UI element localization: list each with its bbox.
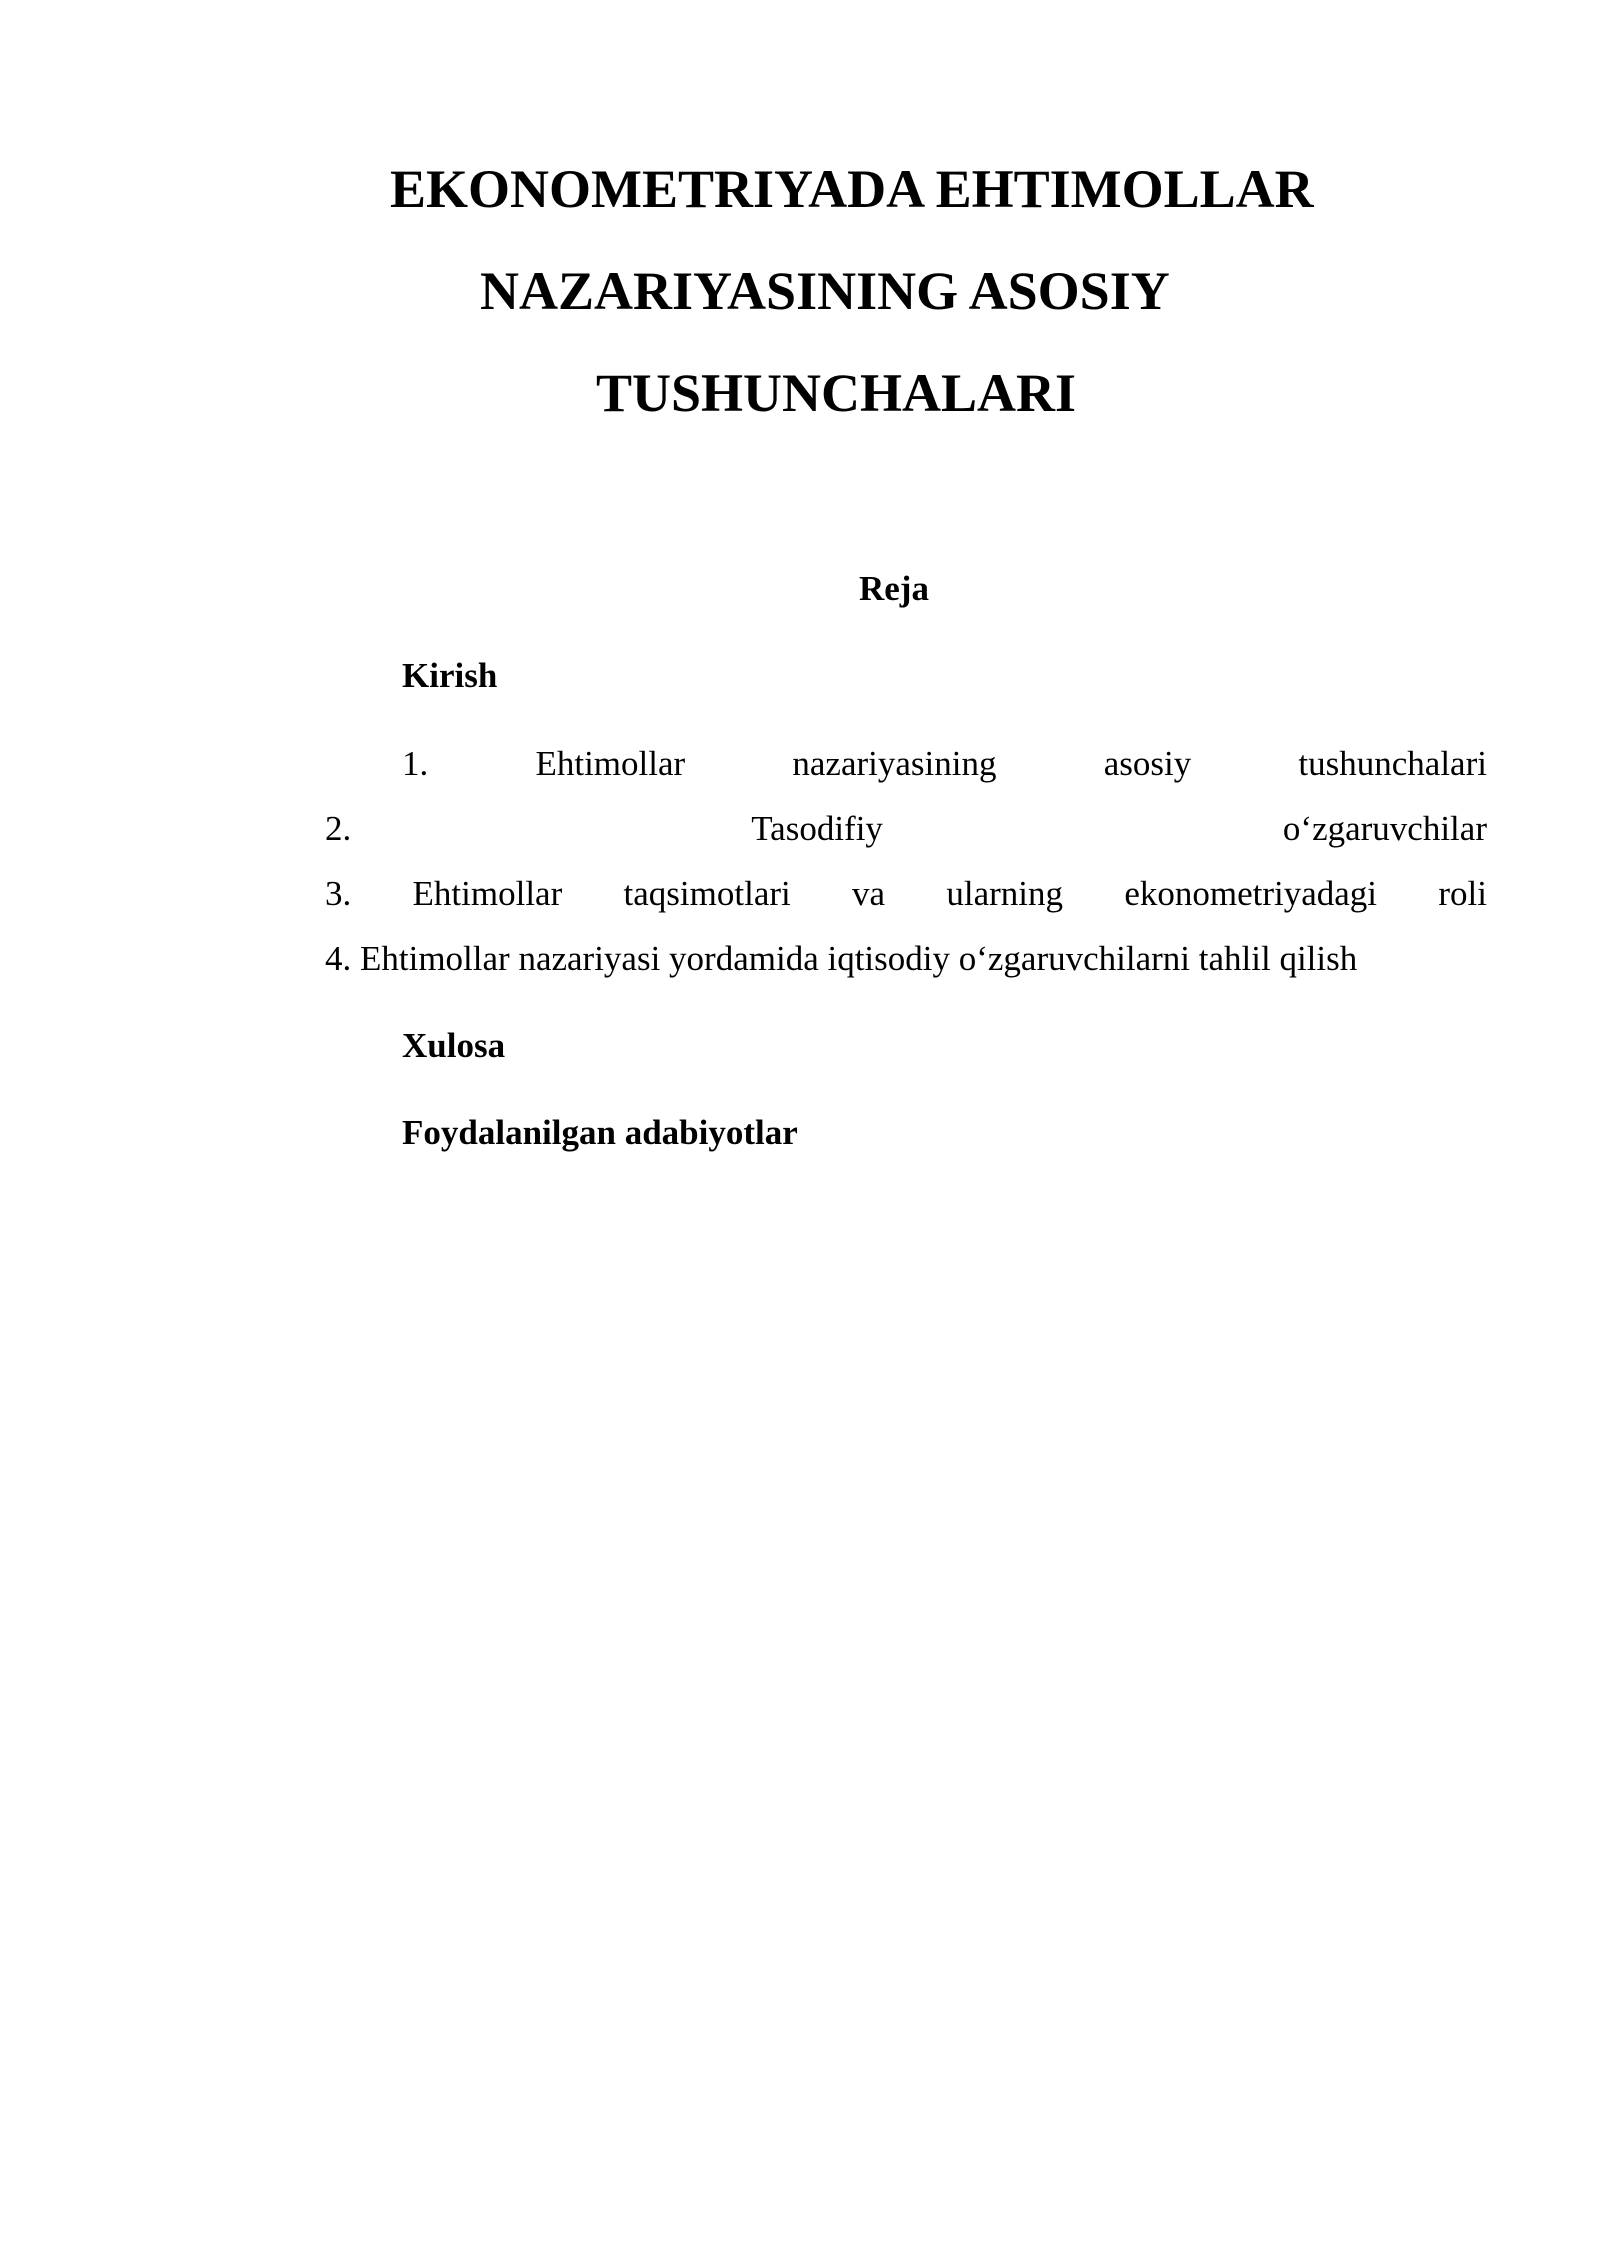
plan-item-3-word: roli: [1438, 874, 1487, 913]
plan-item-3: [325, 869, 1487, 919]
plan-item-1: [402, 739, 1487, 789]
plan-item-1-word: tushunchalari: [1298, 744, 1487, 783]
title-line-2: NAZARIYASINING ASOSIY: [480, 261, 1170, 321]
plan-item-3-word: ekonometriyadagi: [1124, 874, 1378, 913]
plan-item-3-word: taqsimotlari: [623, 874, 791, 913]
plan-item-2-word: o‘zgaruvchilar: [1282, 809, 1487, 848]
plan-item-3-word: va: [852, 874, 886, 913]
plan-item-4-text: 4. Ehtimollar nazariyasi yordamida iqtisodiy o‘zgaruvchilarni tahlil qilish: [325, 939, 1358, 978]
plan-item-1-word: nazariyasining: [792, 744, 997, 783]
plan-item-2: [325, 804, 1487, 854]
conclusion-heading: Xulosa: [402, 1026, 506, 1065]
title-line-3: TUSHUNCHALARI: [596, 363, 1077, 423]
plan-item-1-word: 1.: [402, 744, 429, 783]
title-line-1: EKONOMETRIYADA EHTIMOLLAR: [390, 159, 1314, 219]
references-heading: Foydalanilgan adabiyotlar: [402, 1113, 798, 1152]
plan-item-3-word: ularning: [946, 874, 1064, 913]
plan-item-3-word: Ehtimollar: [412, 874, 563, 913]
plan-heading: Reja: [859, 569, 929, 608]
plan-item-2-word: Tasodifiy: [751, 809, 883, 848]
plan-item-2-word: 2.: [325, 809, 352, 848]
intro-heading: Kirish: [402, 656, 498, 695]
plan-item-4: [325, 934, 1487, 984]
plan-item-3-word: 3.: [325, 874, 352, 913]
plan-item-1-word: asosiy: [1103, 744, 1192, 783]
plan-item-1-word: Ehtimollar: [535, 744, 686, 783]
